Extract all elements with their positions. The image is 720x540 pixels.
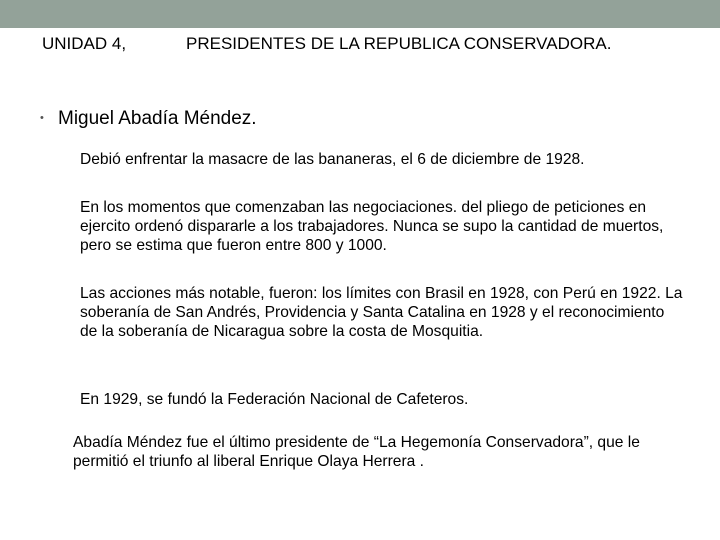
- paragraph-actions: Las acciones más notable, fueron: los límites con Brasil en 1928, con Perú en 1922. La soberanía de San Andrés, Providencia y Santa Catalina en 1928 y el reconocimiento de la soberanía de Nicaragua sobre la costa de Mosquitia.: [80, 285, 683, 340]
- slide-header: [0, 34, 720, 58]
- paragraph-federation: En 1929, se fundó la Federación Nacional de Cafeteros.: [80, 391, 469, 408]
- top-accent-bar: [0, 0, 720, 28]
- paragraph-hegemony: Abadía Méndez fue el último presidente de “La Hegemonía Conservadora”, que le permitió el triunfo al liberal Enrique Olaya Herrera .: [73, 434, 640, 470]
- bullet-marker: •: [40, 112, 44, 124]
- paragraph-massacre: Debió enfrentar la masacre de las bananeras, el 6 de diciembre de 1928.: [80, 151, 585, 168]
- paragraph-negotiations: En los momentos que comenzaban las negociaciones. del pliego de peticiones en ejercito ordenó dispararle a los trabajadores. Nunca se supo la cantidad de muertos, pero se estima que fueron entre 800 y 1000.: [80, 199, 664, 254]
- bullet-heading: [40, 108, 257, 130]
- president-name: Miguel Abadía Méndez.: [58, 108, 257, 129]
- unit-label: UNIDAD 4,: [42, 34, 127, 53]
- slide-title: PRESIDENTES DE LA REPUBLICA CONSERVADORA.: [186, 34, 612, 53]
